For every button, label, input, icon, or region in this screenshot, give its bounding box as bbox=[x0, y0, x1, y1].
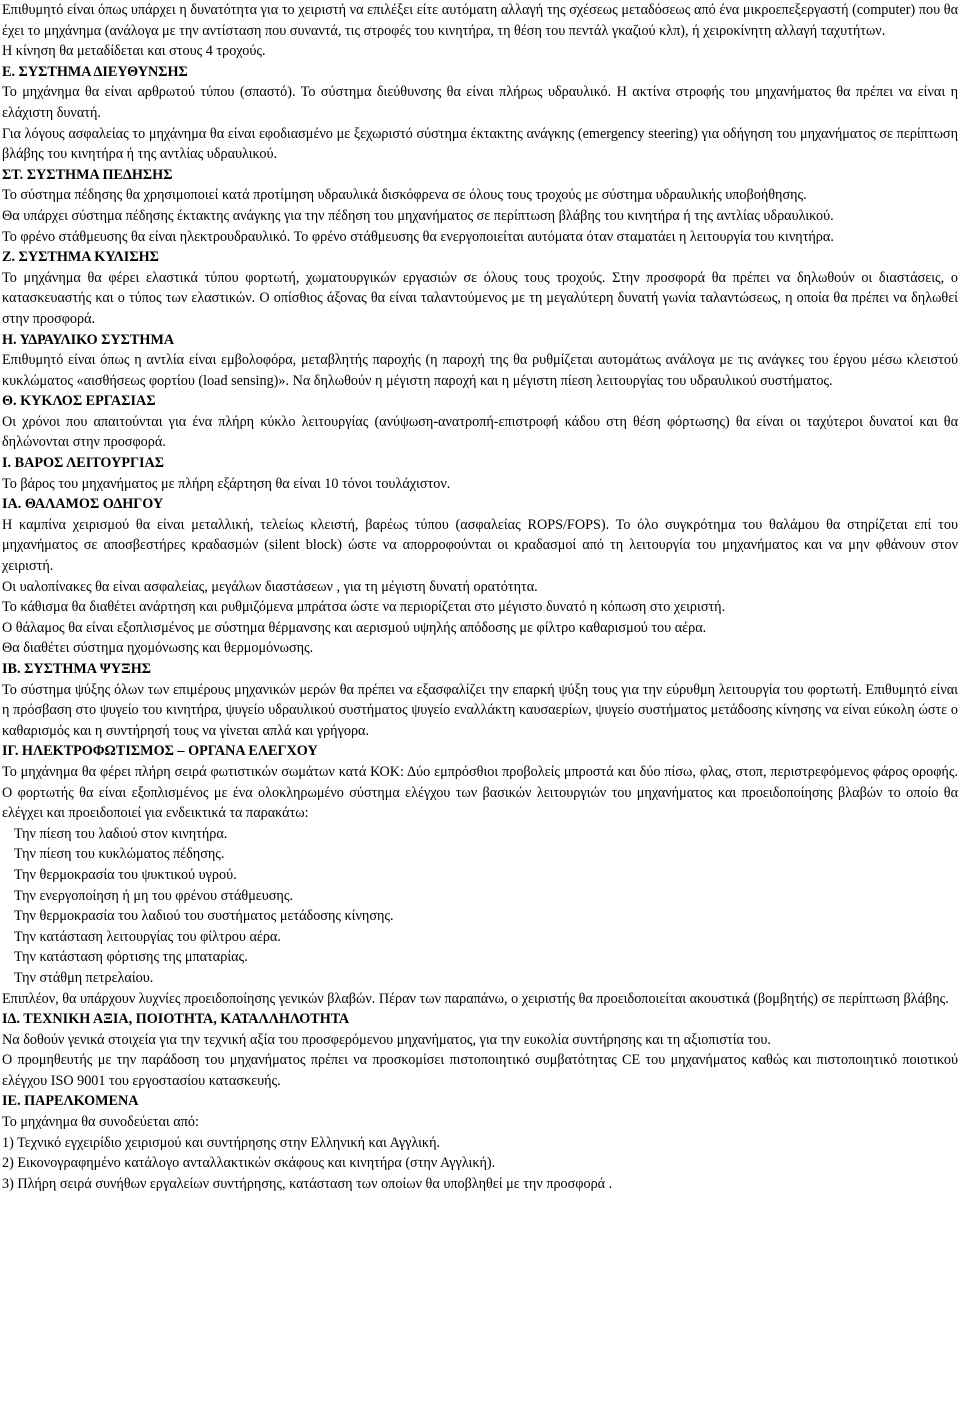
paragraph: Το κάθισμα θα διαθέτει ανάρτηση και ρυθμιζόμενα μπράτσα ώστε να περιορίζεται στο μέγιστο δυνατό η κόπωση στο χειριστή. bbox=[2, 599, 726, 616]
list-item bbox=[2, 824, 958, 845]
list-item bbox=[2, 947, 958, 968]
paragraph: Για λόγους ασφαλείας το μηχάνημα θα είναι εφοδιασμένο με ξεχωριστό σύστημα έκτακτης ανάγκης (emergency steering) για οδήγηση του μηχανήματος σε περίπτωση βλάβης του κινητήρα ή της αντλίας υδραυλικού. bbox=[2, 125, 958, 163]
list-item-text: Την κατάσταση λειτουργίας του φίλτρου αέρα. bbox=[14, 928, 281, 945]
list-item-text: Την θερμοκρασία του ψυκτικού υγρού. bbox=[14, 866, 237, 883]
section-heading-rolling: Ζ. ΣΥΣΤΗΜΑ ΚΥΛΙΣΗΣ bbox=[2, 249, 159, 266]
list-item-text: Την θερμοκρασία του λαδιού του συστήματος μετάδοσης κίνησης. bbox=[14, 908, 394, 925]
section-heading-technical-value: ΙΔ. ΤΕΧΝΙΚΗ ΑΞΙΑ, ΠΟΙΟΤΗΤΑ, ΚΑΤΑΛΛΗΛΟΤΗΤΑ bbox=[2, 1011, 350, 1028]
paragraph: Θα διαθέτει σύστημα ηχομόνωσης και θερμομόνωσης. bbox=[2, 640, 314, 657]
section-heading-braking: ΣΤ. ΣΥΣΤΗΜΑ ΠΕΔΗΣΗΣ bbox=[2, 166, 173, 183]
list-item bbox=[2, 886, 958, 907]
list-item bbox=[2, 968, 958, 989]
paragraph: Το μηχάνημα θα είναι αρθρωτού τύπου (σπαστό). Το σύστημα διεύθυνσης θα είναι πλήρως υδραυλικό. Η ακτίνα στροφής του μηχανήματος θα πρέπει να είναι η ελάχιστη δυνατή. bbox=[2, 84, 958, 121]
section-heading-hydraulic: Η. ΥΔΡΑΥΛΙΚΟ ΣΥΣΤΗΜΑ bbox=[2, 331, 175, 348]
list-item bbox=[2, 927, 958, 948]
numbered-list-item: 3) Πλήρη σειρά συνήθων εργαλείων συντήρησης, κατάσταση των οποίων θα υποβληθεί με την προσφορά . bbox=[2, 1175, 613, 1192]
paragraph: Το σύστημα ψύξης όλων των επιμέρους μηχανικών μερών θα πρέπει να εξασφαλίζει την επαρκή ψύξη τους για την εύρυθμη λειτουργία του φορτωτή. Επιθυμητό είναι η πρόσβαση στο ψυγείο του κινητήρα, ψυγείο υδραυλικού συστήματος ψυγείο εναλλάκτη καυσαερίων, ψυγείο συστήματος μετάδοσης κίνησης να είναι εύκολη ώστε ο καθαρισμός και η συντήρησή τους να γίνεται απλά και γρήγορα. bbox=[2, 681, 958, 739]
numbered-list-item: 2) Εικονογραφημένο κατάλογο ανταλλακτικών σκάφους και κινητήρα (στην Αγγλική). bbox=[2, 1155, 496, 1172]
section-heading-accessories: ΙΕ. ΠΑΡΕΛΚΟΜΕΝΑ bbox=[2, 1093, 139, 1110]
paragraph: Το βάρος του μηχανήματος με πλήρη εξάρτηση θα είναι 10 τόνοι τουλάχιστον. bbox=[2, 475, 451, 492]
paragraph: Οι χρόνοι που απαιτούνται για ένα πλήρη κύκλο λειτουργίας (ανύψωση-ανατροπή-επιστροφή κάδου στη θέση φόρτωσης) θα είναι οι ταχύτεροι δυνατοί και θα δηλώνονται στην προσφορά. bbox=[2, 413, 958, 451]
paragraph: Το σύστημα πέδησης θα χρησιμοποιεί κατά προτίμηση υδραυλικά δισκόφρενα σε όλους τους τροχούς με σύστημα υδραυλικής υποβοήθησης. bbox=[2, 187, 807, 204]
numbered-list-item: 1) Τεχνικό εγχειρίδιο χειρισμού και συντήρησης στην Ελληνική και Αγγλική. bbox=[2, 1134, 441, 1151]
paragraph: Θα υπάρχει σύστημα πέδησης έκτακτης ανάγκης για την πέδηση του μηχανήματος σε περίπτωση βλάβης του κινητήρα ή της αντλίας υδραυλικού. bbox=[2, 207, 834, 224]
paragraph: Το μηχάνημα θα φέρει πλήρη σειρά φωτιστικών σωμάτων κατά ΚΟΚ: Δύο εμπρόσθιοι προβολείς μπροστά και δύο πίσω, φλας, στοπ, περιστρεφόμενος φάρος οροφής. Ο φορτωτής θα είναι εξοπλισμένος με ένα ολοκληρωμένο σύστημα ελέγχου των βασικών λειτουργιών του μηχανήματος και προειδοποίησης βλαβών το οποίο θα ελέγχει και προειδοποιεί για ενδεικτικά τα παρακάτω: bbox=[2, 763, 958, 822]
list-item bbox=[2, 844, 958, 865]
paragraph: Ο θάλαμος θα είναι εξοπλισμένος με σύστημα θέρμανσης και αερισμού υψηλής απόδοσης με φίλτρο καθαρισμού του αέρα. bbox=[2, 619, 707, 636]
list-item bbox=[2, 906, 958, 927]
section-heading-weight: Ι. ΒΑΡΟΣ ΛΕΙΤΟΥΡΓΙΑΣ bbox=[2, 455, 165, 472]
section-heading-steering: Ε. ΣΥΣΤΗΜΑ ΔΙΕΥΘΥΝΣΗΣ bbox=[2, 63, 188, 80]
section-heading-cooling: ΙΒ. ΣΥΣΤΗΜΑ ΨΥΞΗΣ bbox=[2, 661, 152, 677]
section-heading-cab: ΙΑ. ΘΑΛΑΜΟΣ ΟΔΗΓΟΥ bbox=[2, 496, 164, 513]
list-item-text: Την κατάσταση φόρτισης της μπαταρίας. bbox=[14, 949, 248, 966]
paragraph: Το φρένο στάθμευσης θα είναι ηλεκτρουδραυλικό. Το φρένο στάθμευσης θα ενεργοποιείται αυτόματα όταν σταματάει η λειτουργία του κινητήρα. bbox=[2, 228, 834, 245]
section-heading-lighting-controls: ΙΓ. ΗΛΕΚΤΡΟΦΩΤΙΣΜΟΣ – ΟΡΓΑΝΑ ΕΛΕΓΧΟΥ bbox=[2, 743, 318, 760]
paragraph: Οι υαλοπίνακες θα είναι ασφαλείας, μεγάλων διαστάσεων , για τη μέγιστη δυνατή ορατότητα. bbox=[2, 578, 538, 595]
paragraph: Ο προμηθευτής με την παράδοση του μηχανήματος πρέπει να προσκομίσει πιστοποιητικό συμβατότητας CE του μηχανήματος καθώς και πιστοποιητικό ποιοτικού ελέγχου ISO 9001 του εργοστασίου κατασκευής. bbox=[2, 1052, 958, 1089]
intro-paragraph-1: Επιθυμητό είναι όπως υπάρχει η δυνατότητα για το χειριστή να επιλέξει είτε αυτόματη αλλαγή της σχέσεως μεταδόσεως από ένα μικροεπεξεργαστή (computer) που θα έχει το μηχάνημα (ανάλογα με την αντίσταση που συναντά, τις στροφές του κινητήρα, τη θέση του πεντάλ γκαζιού κλπ), ή χειροκίνητη αλλαγή ταχυτήτων. bbox=[2, 2, 958, 39]
list-item-text: Την στάθμη πετρελαίου. bbox=[14, 969, 154, 986]
intro-paragraph-2: Η κίνηση θα μεταδίδεται και στους 4 τροχούς. bbox=[2, 43, 266, 60]
list-item-text: Την πίεση του κυκλώματος πέδησης. bbox=[14, 846, 225, 863]
paragraph: Επιπλέον, θα υπάρχουν λυχνίες προειδοποίησης γενικών βλαβών. Πέραν των παραπάνω, ο χειριστής θα προειδοποιείται ακουστικά (βομβητής) σε περίπτωση βλάβης. bbox=[2, 990, 949, 1007]
list-item bbox=[2, 865, 958, 886]
list-item-text: Την ενεργοποίηση ή μη του φρένου στάθμευσης. bbox=[14, 887, 294, 904]
paragraph: Επιθυμητό είναι όπως η αντλία είναι εμβολοφόρα, μεταβλητής παροχής (η παροχή της θα ρυθμίζεται αυτομάτως ανάλογα με τις ανάγκες του έργου μέσω κλειστού κυκλώματος «αισθήσεως φορτίου (load sensing)». Να δηλωθούν η μέγιστη παροχή και η μέγιστη πίεση λειτουργίας του υδραυλικού συστήματος. bbox=[2, 352, 958, 389]
paragraph: Η καμπίνα χειρισμού θα είναι μεταλλική, τελείως κλειστή, βαρέως τύπου (ασφαλείας ROPS/FOPS). Το όλο συγκρότημα του θαλάμου θα στηρίζεται επί του μηχανήματος σε αποσβεστήρες κραδασμών (silent block) ώστε να απορροφούνται οι κραδασμοί από τη λειτουργία του μηχανήματος και να μην φθάνουν στον χειριστή. bbox=[2, 516, 958, 575]
paragraph: Το μηχάνημα θα φέρει ελαστικά τύπου φορτωτή, χωματουργικών εργασιών σε όλους τους τροχούς. Στην προσφορά θα πρέπει να δηλωθούν οι διαστάσεις, ο κατασκευαστής και ο τύπος των ελαστικών. Ο οπίσθιος άξονας θα είναι ταλαντούμενος με τη μεγαλύτερη δυνατή γωνία ταλαντώσεως, η οποία θα πρέπει να δηλωθεί στην προσφορά. bbox=[2, 269, 958, 327]
paragraph: Να δοθούν γενικά στοιχεία για την τεχνική αξία του προσφερόμενου μηχανήματος, για την ευκολία συντήρησης και τη αξιοπιστία του. bbox=[2, 1031, 771, 1048]
section-heading-work-cycle: Θ. ΚΥΚΛΟΣ ΕΡΓΑΣΙΑΣ bbox=[2, 393, 156, 410]
paragraph: Το μηχάνημα θα συνοδεύεται από: bbox=[2, 1114, 199, 1131]
list-item-text: Την πίεση του λαδιού στον κινητήρα. bbox=[14, 825, 228, 842]
